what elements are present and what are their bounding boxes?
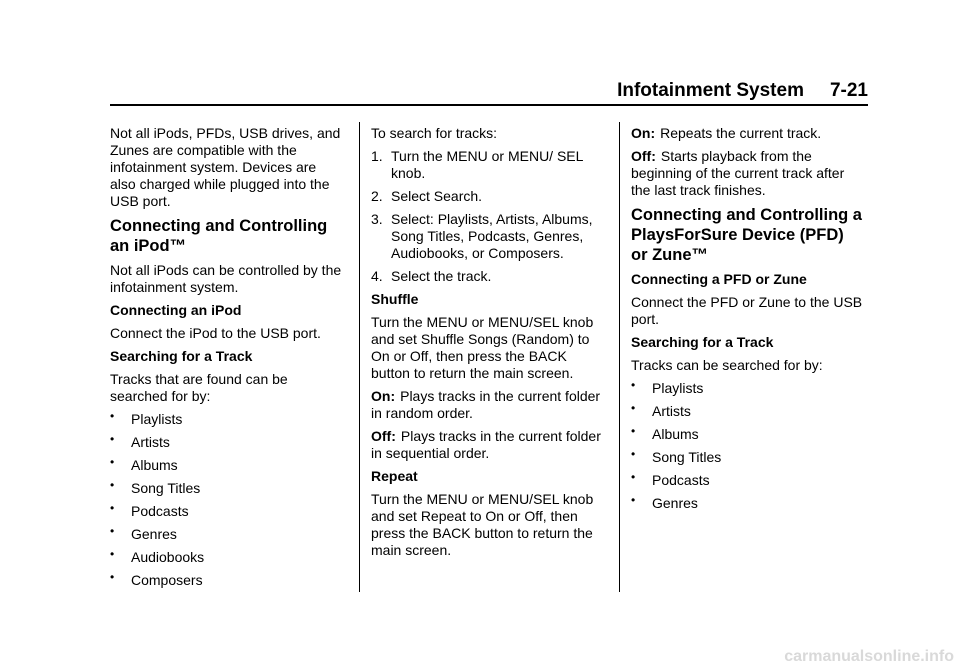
list-item: • Song Titles	[110, 478, 201, 496]
list-item: • Podcasts	[110, 501, 189, 519]
bullet-icon: •	[110, 409, 115, 423]
connect-pfd-paragraph: Connect the PFD or Zune to the USB port.	[631, 294, 863, 327]
search-steps-list	[371, 148, 603, 285]
pfd-zune-heading: Connecting and Controlling a PlaysForSure Device (PFD) or Zune™	[631, 206, 862, 264]
bullet-icon: •	[110, 524, 115, 538]
bullet-icon: •	[631, 470, 636, 484]
list-item: • Albums	[631, 424, 699, 442]
bullet-icon: •	[110, 478, 115, 492]
repeat-on-paragraph: On: Repeats the current track.	[631, 125, 822, 141]
connect-ipod-paragraph: Connect the iPod to the USB port.	[110, 325, 321, 341]
bullet-icon: •	[631, 378, 636, 392]
repeat-subheading: Repeat	[371, 468, 418, 484]
bullet-icon: •	[631, 493, 636, 507]
list-item: • Artists	[110, 432, 170, 450]
list-item: • Artists	[631, 401, 691, 419]
shuffle-off-paragraph: Off: Plays tracks in the current folder in sequential order.	[371, 428, 601, 461]
ipod-paragraph: Not all iPods can be controlled by the infotainment system.	[110, 262, 342, 295]
page-number: 7-21	[829, 80, 868, 101]
bullet-icon: •	[631, 447, 636, 461]
shuffle-subheading: Shuffle	[371, 291, 419, 307]
column-divider-left	[359, 122, 360, 592]
connecting-pfd-subheading: Connecting a PFD or Zune	[631, 271, 807, 287]
bullet-icon: •	[110, 501, 115, 515]
ipod-heading: Connecting and Controlling an iPod™	[110, 217, 328, 255]
bullet-icon: •	[110, 547, 115, 561]
tracks-found-paragraph: Tracks that are found can be searched for by:	[110, 371, 288, 404]
list-item: • Audiobooks	[110, 547, 205, 565]
column-2	[371, 125, 603, 565]
bullet-icon: •	[110, 570, 115, 584]
bullet-icon: •	[631, 424, 636, 438]
repeat-paragraph: Turn the MENU or MENU/SEL knob and set Repeat to On or Off, then press the BACK button to return the main screen.	[371, 491, 594, 558]
bullet-icon: •	[110, 432, 115, 446]
intro-paragraph: Not all iPods, PFDs, USB drives, and Zunes are compatible with the infotainment system. Devices are also charged while plugged into the USB port.	[110, 125, 341, 209]
shuffle-on-paragraph: On: Plays tracks in the current folder in random order.	[371, 388, 601, 421]
list-item: • Podcasts	[631, 470, 710, 488]
column-3	[631, 125, 863, 518]
repeat-off-paragraph: Off: Starts playback from the beginning of the current track after the last track finishes.	[631, 148, 845, 198]
bullet-icon: •	[631, 401, 636, 415]
list-item: • Playlists	[110, 409, 183, 427]
pfd-search-list	[631, 380, 863, 512]
search-tracks-paragraph: To search for tracks:	[371, 125, 498, 141]
shuffle-paragraph: Turn the MENU or MENU/SEL knob and set Shuffle Songs (Random) to On or Off, then press the BACK button to return the main screen.	[371, 314, 594, 381]
connecting-ipod-subheading: Connecting an iPod	[110, 302, 242, 318]
page-header	[617, 80, 868, 102]
step-item: 1. Turn the MENU or MENU/ SEL knob.	[371, 148, 583, 181]
step-item: 4. Select the track.	[371, 268, 492, 284]
watermark: carmanualsonline.info	[784, 648, 954, 665]
list-item: • Albums	[110, 455, 178, 473]
list-item: • Playlists	[631, 378, 704, 396]
list-item: • Genres	[631, 493, 698, 511]
column-divider-right	[619, 122, 620, 592]
ipod-search-list	[110, 411, 342, 589]
list-item: • Composers	[110, 570, 203, 588]
list-item: • Genres	[110, 524, 177, 542]
section-title: Infotainment System	[617, 80, 804, 101]
searching-track-subheading: Searching for a Track	[110, 348, 253, 364]
tracks-searched-paragraph: Tracks can be searched for by:	[631, 357, 823, 373]
column-1	[110, 125, 342, 595]
step-item: 2. Select Search.	[371, 188, 483, 204]
step-item: 3. Select: Playlists, Artists, Albums, Song Titles, Podcasts, Genres, Audiobooks, or Composers.	[371, 211, 593, 261]
header-rule	[110, 104, 868, 106]
bullet-icon: •	[110, 455, 115, 469]
searching-track-subheading: Searching for a Track	[631, 334, 774, 350]
list-item: • Song Titles	[631, 447, 722, 465]
